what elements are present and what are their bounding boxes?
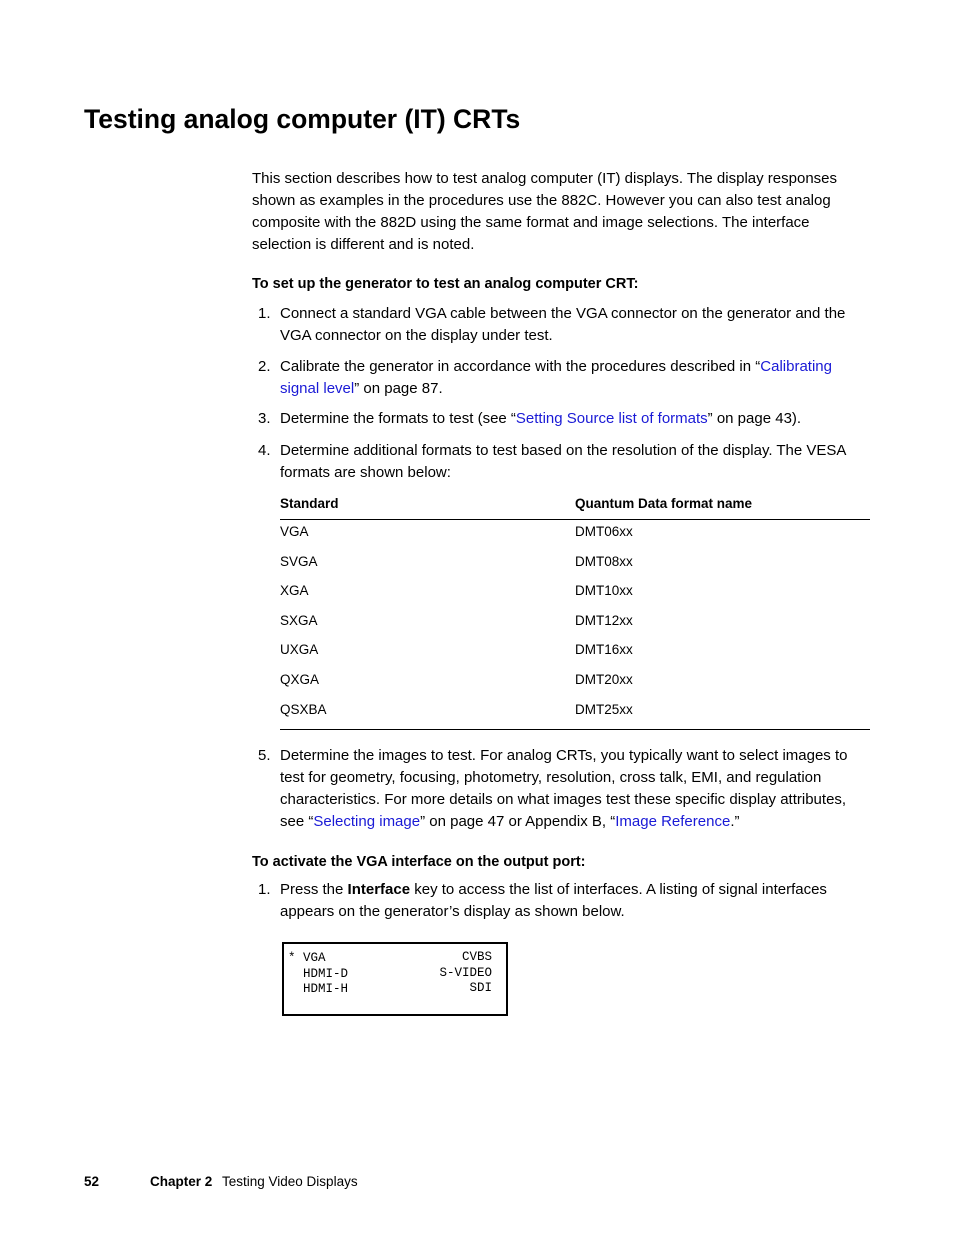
cell-format: DMT12xx <box>575 612 633 628</box>
cell-format: DMT08xx <box>575 553 633 569</box>
step-text: Press the Interface key to access the list of interfaces. A listing of signal interfaces appears on the generator’s display as shown below. <box>280 881 827 920</box>
cell-standard: XGA <box>280 583 309 599</box>
cell-format: DMT16xx <box>575 642 633 658</box>
step-5-images <box>252 745 872 833</box>
step-number: 3. <box>258 410 271 427</box>
footer-chapter-title: Testing Video Displays <box>222 1174 358 1189</box>
table-row <box>280 669 870 699</box>
cell-format: DMT06xx <box>575 524 633 539</box>
step-1-interface <box>252 879 872 923</box>
table-row <box>280 699 870 729</box>
link-image-reference[interactable]: Image Reference <box>615 813 731 830</box>
step-text: Determine additional formats to test based on the resolution of the display. The VESA formats are shown below: <box>280 442 846 481</box>
cell-standard: QXGA <box>280 671 320 687</box>
table-row <box>280 580 870 610</box>
lcd-item-s-video: S-VIDEO <box>439 965 492 980</box>
cell-standard: UXGA <box>280 642 319 658</box>
step-text: Determine the images to test. For analog CRTs, you typically want to select images to test for geometry, focusing, photometry, resolution, cross talk, EMI, and regulation characteristics. For more details on what images test these specific display attributes, see “Selecting image” on page 47 or Appendix B, “Image Reference.” <box>280 747 848 830</box>
vesa-format-table <box>280 493 870 730</box>
lcd-item-cvbs: CVBS <box>461 950 492 964</box>
header-format-name: Quantum Data format name <box>575 496 753 511</box>
lcd-item-hdmi-d: HDMI-D <box>288 966 349 981</box>
procedure-heading-setup: To set up the generator to test an analog computer CRT: <box>252 276 639 292</box>
procedure-heading-vga: To activate the VGA interface on the output port: <box>252 854 586 870</box>
cell-standard: SXGA <box>280 612 318 628</box>
table-bottom-rule <box>280 729 870 730</box>
lcd-left-column <box>288 951 348 998</box>
table-row <box>280 521 870 551</box>
step-text: Calibrate the generator in accordance with the procedures described in “Calibrating signal level” on page 87. <box>280 358 832 397</box>
table-row <box>280 610 870 640</box>
step-number: 4. <box>258 442 271 459</box>
lcd-item-sdi: SDI <box>469 981 492 995</box>
table-row <box>280 551 870 581</box>
step-3-formats <box>252 408 872 430</box>
cell-format: DMT10xx <box>575 583 633 599</box>
cell-standard: VGA <box>280 524 309 539</box>
step-number: 1. <box>258 305 271 322</box>
intro-paragraph: This section describes how to test analog computer (IT) displays. The display responses shown as examples in the procedures use the 882C. However you can also test analog composite with the 882D using the same format and image selections. The interface selection is different and is noted. <box>252 170 837 253</box>
table-row <box>280 639 870 669</box>
link-calibrating-signal-level[interactable]: Calibrating signal level <box>280 358 832 397</box>
generator-lcd-display <box>282 942 508 1016</box>
lcd-item-hdmi-h: HDMI-H <box>288 982 349 996</box>
step-1-connect <box>252 303 872 347</box>
page-number: 52 <box>84 1174 100 1189</box>
step-number: 1. <box>258 881 271 898</box>
interface-key-label: Interface <box>347 881 411 898</box>
link-selecting-image[interactable]: Selecting image <box>313 813 421 830</box>
cell-standard: SVGA <box>280 553 318 569</box>
cell-standard: QSXBA <box>280 701 327 717</box>
lcd-right-column <box>439 950 492 997</box>
cell-format: DMT25xx <box>575 701 633 717</box>
header-standard: Standard <box>280 496 339 511</box>
lcd-item-vga: * VGA <box>288 951 326 965</box>
link-setting-source-list[interactable]: Setting Source list of formats <box>515 410 708 427</box>
page-title: Testing analog computer (IT) CRTs <box>84 104 521 134</box>
step-text: Determine the formats to test (see “Setting Source list of formats” on page 43). <box>280 410 802 427</box>
step-4-additional-formats <box>252 440 872 484</box>
cell-format: DMT20xx <box>575 671 633 687</box>
step-2-calibrate <box>252 356 872 400</box>
footer-chapter: Chapter 2 <box>150 1174 213 1189</box>
table-header <box>280 493 870 520</box>
step-number: 2. <box>258 358 271 375</box>
step-text: Connect a standard VGA cable between the VGA connector on the generator and the VGA connector on the display under test. <box>280 305 846 344</box>
step-number: 5. <box>258 747 271 764</box>
